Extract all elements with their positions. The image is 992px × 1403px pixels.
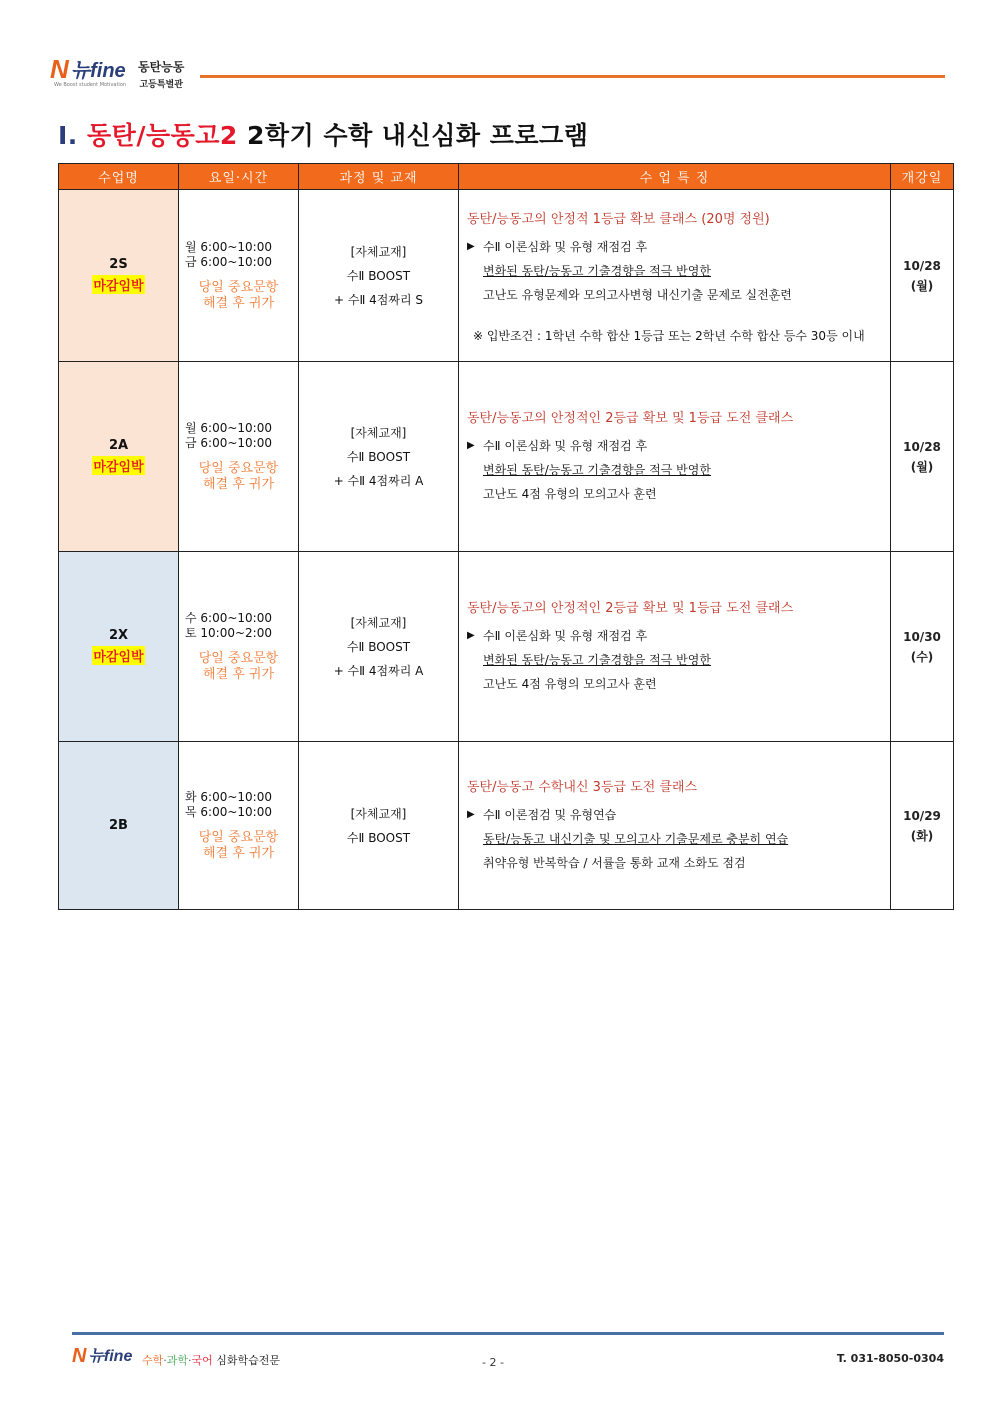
class-code: 2X (108, 628, 129, 643)
time-slot: 월 6:00~10:00 (185, 420, 272, 435)
course-line: 수Ⅱ BOOST (346, 639, 411, 654)
feature-line: 취약유형 반복학습 / 서률을 통화 교재 소화도 점검 (483, 856, 746, 870)
slogan-science: 과학 (166, 1354, 189, 1367)
feature-title: 동탄/능동고의 안정적 1등급 확보 클래스 (20명 정원) (467, 211, 770, 227)
feature-line: 고난도 4점 유형의 모의고사 훈련 (483, 677, 657, 691)
table-row (59, 742, 954, 910)
day-time-cell (179, 362, 299, 552)
class-name-cell (59, 362, 179, 552)
start-date: 10/30 (903, 629, 941, 644)
time-note (179, 461, 298, 493)
page-footer (72, 1346, 944, 1370)
time-slot: 수 6:00~10:00 (185, 610, 272, 625)
slogan-korean: 국어 (191, 1354, 213, 1367)
feature-line: ▶ 수Ⅱ 이론점검 및 유형연습 (467, 803, 890, 827)
time-slot: 목 6:00~10:00 (185, 804, 272, 819)
table-row (59, 552, 954, 742)
header-day-time: 요일·시간 (179, 164, 299, 190)
triangle-bullet-icon: ▶ (467, 630, 475, 641)
time-slot: 토 10:00~2:00 (185, 625, 272, 640)
footer-slogan (142, 1352, 280, 1368)
start-date-cell (891, 190, 954, 362)
class-name-cell (59, 190, 179, 362)
start-date: 10/29 (903, 808, 941, 823)
feature-line: 변화된 동탄/능동고 기출경향을 적극 반영한 (483, 263, 711, 278)
page-title (58, 116, 588, 152)
class-code: 2S (109, 257, 128, 272)
feature-line: ▶ 수Ⅱ 이론심화 및 유형 재점검 후 (467, 235, 890, 259)
course-cell (299, 190, 459, 362)
title-highlight: 동탄/능동고2 (87, 121, 238, 150)
header-start-date: 개강일 (891, 164, 954, 190)
course-line: [자체교재] (350, 806, 407, 821)
closing-soon-badge: 마감임박 (92, 456, 144, 475)
course-cell (299, 742, 459, 910)
course-cell (299, 362, 459, 552)
triangle-bullet-icon: ▶ (467, 240, 475, 252)
footer-divider (72, 1332, 944, 1335)
features-cell (459, 362, 891, 552)
page-number: - 2 - (482, 1356, 504, 1369)
feature-line: 고난도 유형문제와 모의고사변형 내신기출 문제로 실전훈련 (483, 287, 792, 302)
course-line: + 수Ⅱ 4점짜리 A (333, 473, 424, 488)
start-weekday: (월) (910, 278, 934, 293)
brand-logo (50, 56, 126, 82)
branch-name (138, 58, 184, 90)
start-date: 10/28 (903, 258, 941, 273)
header-course-book: 과정 및 교재 (299, 164, 459, 190)
logo-tagline: We Boost student Motivation (54, 82, 127, 88)
logo-mark: N (50, 54, 69, 84)
feature-title: 동탄/능동고의 안정적인 2등급 확보 및 1등급 도전 클래스 (467, 601, 794, 616)
note-line: 당일 중요문항 (198, 650, 279, 666)
note-line: 당일 중요문항 (198, 279, 279, 295)
time-slot: 금 6:00~10:00 (185, 254, 272, 269)
class-code: 2B (109, 818, 128, 833)
day-time-cell (179, 742, 299, 910)
schedule-table (58, 163, 954, 910)
header-class-name: 수업명 (59, 164, 179, 190)
time-slot: 금 6:00~10:00 (185, 435, 272, 450)
course-line: [자체교재] (350, 615, 407, 630)
table-header-row (59, 164, 954, 190)
class-name-cell (59, 552, 179, 742)
footer-logo-mark: N (72, 1345, 87, 1367)
day-time-cell (179, 552, 299, 742)
feature-title: 동탄/능동고의 안정적인 2등급 확보 및 1등급 도전 클래스 (467, 411, 794, 426)
closing-soon-badge: 마감임박 (92, 275, 144, 294)
features-cell (459, 190, 891, 362)
features-cell (459, 742, 891, 910)
triangle-bullet-icon: ▶ (467, 440, 475, 451)
start-date-cell (891, 362, 954, 552)
start-date-cell (891, 552, 954, 742)
note-line: 당일 중요문항 (198, 829, 279, 845)
course-line: + 수Ⅱ 4점짜리 A (333, 663, 424, 678)
header-divider (200, 75, 945, 78)
feature-title: 동탄/능동고 수학내신 3등급 도전 클래스 (467, 780, 698, 795)
closing-soon-badge: 마감임박 (92, 646, 144, 665)
branch-line-1: 동탄능동 (138, 60, 185, 74)
title-prefix: Ⅰ. (58, 121, 78, 150)
footer-logo (72, 1346, 132, 1366)
footer-logo-text: 뉴fine (88, 1348, 133, 1365)
note-line: 해결 후 귀가 (202, 666, 275, 682)
admission-note: ※ 입반조건 : 1학년 수학 합산 1등급 또는 2학년 수학 합산 등수 30등 이내 (473, 328, 865, 343)
course-line: 수Ⅱ BOOST (346, 449, 411, 464)
slogan-separator: · (163, 1354, 167, 1367)
day-time-cell (179, 190, 299, 362)
note-line: 해결 후 귀가 (202, 476, 275, 492)
page-header (50, 52, 945, 92)
title-rest: 2학기 수학 내신심화 프로그램 (247, 121, 589, 150)
phone-number: T. 031-8050-0304 (836, 1352, 944, 1365)
course-line: 수Ⅱ BOOST (346, 830, 411, 845)
time-note (179, 651, 298, 683)
start-weekday: (수) (910, 649, 934, 664)
course-line: [자체교재] (350, 244, 407, 259)
branch-line-2: 고등특별관 (139, 80, 183, 90)
class-name-cell (59, 742, 179, 910)
start-date: 10/28 (903, 439, 941, 454)
start-weekday: (화) (910, 828, 934, 843)
header-features: 수 업 특 징 (459, 164, 891, 190)
course-line: [자체교재] (350, 425, 407, 440)
feature-line: ▶ 수Ⅱ 이론심화 및 유형 재점검 후 (467, 624, 890, 648)
note-line: 해결 후 귀가 (202, 845, 275, 861)
feature-line: 변화된 동탄/능동고 기출경향을 적극 반영한 (483, 653, 711, 667)
feature-line: 동탄/능동고 내신기출 및 모의고사 기출문제로 충분히 연습 (483, 832, 789, 846)
course-cell (299, 552, 459, 742)
table-row (59, 190, 954, 362)
note-line: 당일 중요문항 (198, 460, 279, 476)
time-slot: 화 6:00~10:00 (185, 789, 272, 804)
start-date-cell (891, 742, 954, 910)
note-line: 해결 후 귀가 (202, 295, 275, 311)
course-line: 수Ⅱ BOOST (346, 268, 411, 283)
class-code: 2A (108, 438, 129, 453)
feature-line: 변화된 동탄/능동고 기출경향을 적극 반영한 (483, 463, 711, 477)
time-note (179, 830, 298, 862)
slogan-rest: 심화학습전문 (216, 1354, 281, 1367)
feature-line: ▶ 수Ⅱ 이론심화 및 유형 재점검 후 (467, 434, 890, 458)
logo-text: 뉴fine (70, 60, 126, 82)
features-cell (459, 552, 891, 742)
time-note (179, 280, 298, 312)
triangle-bullet-icon: ▶ (467, 809, 475, 820)
table-row (59, 362, 954, 552)
slogan-separator: · (188, 1354, 192, 1367)
start-weekday: (월) (910, 459, 934, 474)
feature-line: 고난도 4점 유형의 모의고사 훈련 (483, 487, 657, 501)
course-line: + 수Ⅱ 4점짜리 S (333, 292, 424, 307)
time-slot: 월 6:00~10:00 (185, 239, 272, 254)
slogan-math: 수학 (142, 1354, 164, 1367)
